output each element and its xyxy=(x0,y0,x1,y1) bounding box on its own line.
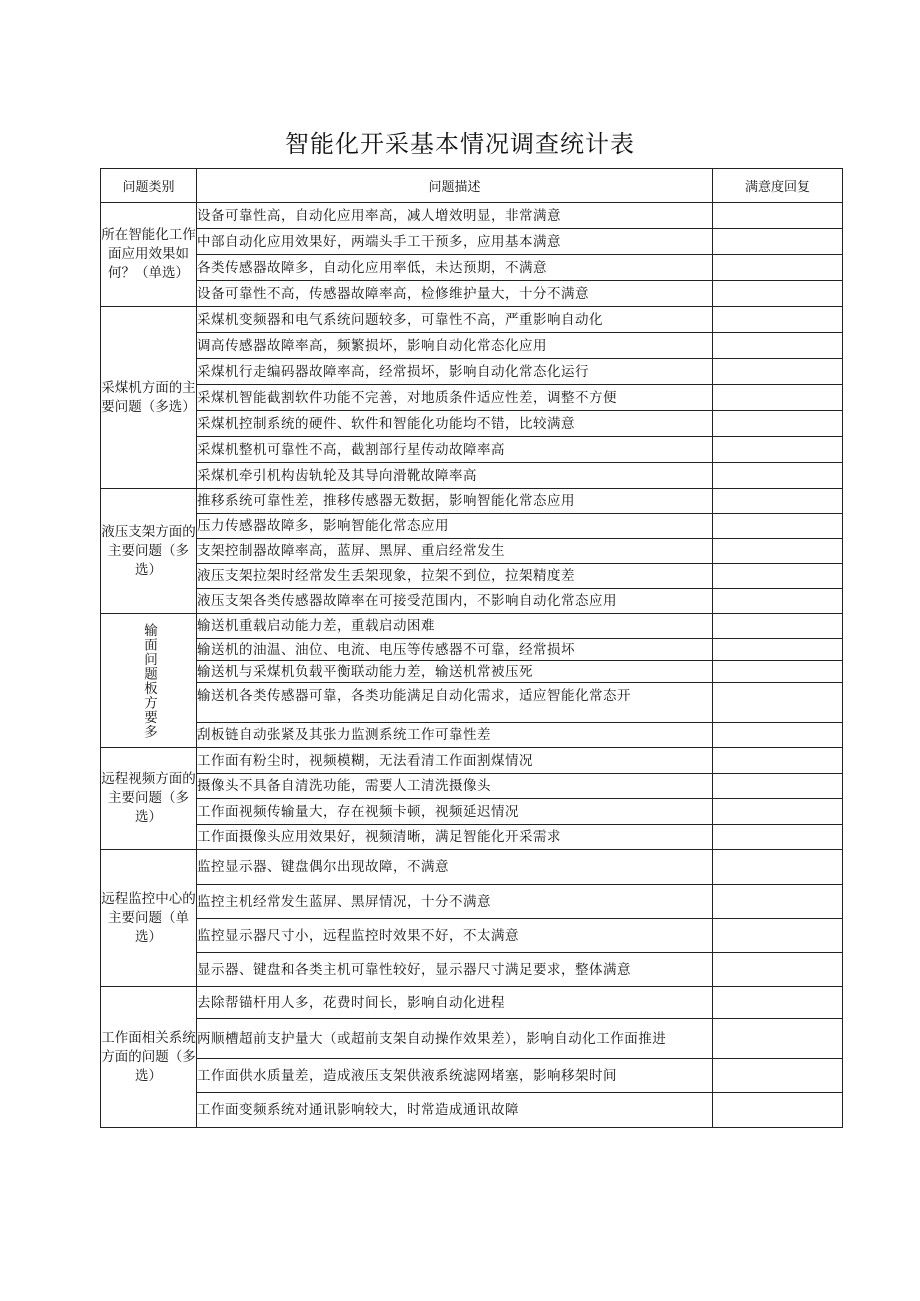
description-cell: 两顺槽超前支护量大（或超前支架自动操作效果差），影响自动化工作面推进 xyxy=(197,1019,713,1059)
description-cell: 各类传感器故障多，自动化应用率低，未达预期，不满意 xyxy=(197,255,713,281)
description-cell: 去除帮锚杆用人多，花费时间长，影响自动化进程 xyxy=(197,987,713,1019)
response-cell[interactable] xyxy=(713,539,843,564)
response-cell[interactable] xyxy=(713,203,843,229)
response-cell[interactable] xyxy=(713,774,843,799)
description-cell: 设备可靠性高，自动化应用率高，减人增效明显，非常满意 xyxy=(197,203,713,229)
category-cell: 工作面相关系统方面的问题（多选） xyxy=(101,987,197,1128)
description-cell: 监控主机经常发生蓝屏、黑屏情况，十分不满意 xyxy=(197,885,713,919)
table-row xyxy=(101,255,843,281)
description-cell: 压力传感器故障多，影响智能化常态应用 xyxy=(197,514,713,539)
response-cell[interactable] xyxy=(713,564,843,589)
response-cell[interactable] xyxy=(713,614,843,639)
table-row xyxy=(101,463,843,489)
response-cell[interactable] xyxy=(713,825,843,850)
table-row xyxy=(101,333,843,359)
description-cell: 采煤机智能截割软件功能不完善，对地质条件适应性差，调整不方便 xyxy=(197,385,713,411)
description-cell: 输送机的油温、油位、电流、电压等传感器不可靠，经常损坏 xyxy=(197,639,713,661)
table-row xyxy=(101,229,843,255)
response-cell[interactable] xyxy=(713,333,843,359)
description-cell: 工作面变频系统对通讯影响较大，时常造成通讯故障 xyxy=(197,1093,713,1128)
description-cell: 工作面摄像头应用效果好，视频清晰，满足智能化开采需求 xyxy=(197,825,713,850)
response-cell[interactable] xyxy=(713,987,843,1019)
survey-table xyxy=(100,168,843,1128)
table-row xyxy=(101,514,843,539)
table-header-row xyxy=(101,169,843,203)
response-cell[interactable] xyxy=(713,661,843,683)
table-row xyxy=(101,683,843,723)
category-cell: 远程监控中心的主要问题（单选） xyxy=(101,850,197,987)
response-cell[interactable] xyxy=(713,411,843,437)
table-row xyxy=(101,307,843,333)
table-row xyxy=(101,825,843,850)
table-row xyxy=(101,385,843,411)
description-cell: 调高传感器故障率高，频繁损坏，影响自动化常态化应用 xyxy=(197,333,713,359)
table-row xyxy=(101,411,843,437)
description-cell: 设备可靠性不高，传感器故障率高，检修维护量大，十分不满意 xyxy=(197,281,713,307)
table-row xyxy=(101,539,843,564)
description-cell: 工作面有粉尘时，视频模糊，无法看清工作面割煤情况 xyxy=(197,748,713,774)
table-row xyxy=(101,359,843,385)
category-cell: 液压支架方面的主要问题（多选） xyxy=(101,489,197,614)
response-cell[interactable] xyxy=(713,953,843,987)
table-row xyxy=(101,437,843,463)
table-row xyxy=(101,987,843,1019)
response-cell[interactable] xyxy=(713,639,843,661)
table-row xyxy=(101,919,843,953)
description-cell: 中部自动化应用效果好，两端头手工干预多，应用基本满意 xyxy=(197,229,713,255)
category-cell: 所在智能化工作面应用效果如何？（单选） xyxy=(101,203,197,307)
table-row xyxy=(101,723,843,748)
description-cell: 推移系统可靠性差，推移传感器无数据，影响智能化常态应用 xyxy=(197,489,713,514)
description-cell: 输送机各类传感器可靠，各类功能满足自动化需求，适应智能化常态开 xyxy=(197,683,713,723)
response-cell[interactable] xyxy=(713,307,843,333)
table-row xyxy=(101,953,843,987)
response-cell[interactable] xyxy=(713,514,843,539)
description-cell: 输送机重载启动能力差，重载启动困难 xyxy=(197,614,713,639)
table-row xyxy=(101,614,843,639)
response-cell[interactable] xyxy=(713,1019,843,1059)
header-description: 问题描述 xyxy=(197,169,713,203)
response-cell[interactable] xyxy=(713,229,843,255)
description-cell: 刮板链自动张紧及其张力监测系统工作可靠性差 xyxy=(197,723,713,748)
table-row xyxy=(101,281,843,307)
table-row xyxy=(101,661,843,683)
response-cell[interactable] xyxy=(713,489,843,514)
table-row xyxy=(101,850,843,885)
table-row xyxy=(101,1059,843,1093)
description-cell: 液压支架拉架时经常发生丢架现象，拉架不到位，拉架精度差 xyxy=(197,564,713,589)
table-row xyxy=(101,639,843,661)
description-cell: 支架控制器故障率高，蓝屏、黑屏、重启经常发生 xyxy=(197,539,713,564)
response-cell[interactable] xyxy=(713,1059,843,1093)
header-category: 问题类别 xyxy=(101,169,197,203)
category-cell: 输面问题板方要多 xyxy=(101,614,197,748)
response-cell[interactable] xyxy=(713,799,843,825)
response-cell[interactable] xyxy=(713,850,843,885)
response-cell[interactable] xyxy=(713,463,843,489)
table-row xyxy=(101,589,843,614)
response-cell[interactable] xyxy=(713,1093,843,1128)
response-cell[interactable] xyxy=(713,723,843,748)
category-cell: 远程视频方面的主要问题（多选） xyxy=(101,748,197,850)
response-cell[interactable] xyxy=(713,255,843,281)
description-cell: 液压支架各类传感器故障率在可接受范围内，不影响自动化常态应用 xyxy=(197,589,713,614)
response-cell[interactable] xyxy=(713,385,843,411)
table-row xyxy=(101,489,843,514)
response-cell[interactable] xyxy=(713,683,843,723)
table-row xyxy=(101,564,843,589)
response-cell[interactable] xyxy=(713,437,843,463)
response-cell[interactable] xyxy=(713,919,843,953)
page-title: 智能化开采基本情况调查统计表 xyxy=(285,130,635,158)
header-response: 满意度回复 xyxy=(713,169,843,203)
description-cell: 摄像头不具备自清洗功能，需要人工清洗摄像头 xyxy=(197,774,713,799)
description-cell: 工作面供水质量差，造成液压支架供液系统滤网堵塞，影响移架时间 xyxy=(197,1059,713,1093)
response-cell[interactable] xyxy=(713,748,843,774)
response-cell[interactable] xyxy=(713,589,843,614)
description-cell: 监控显示器尺寸小，远程监控时效果不好，不太满意 xyxy=(197,919,713,953)
description-cell: 采煤机牵引机构齿轨轮及其导向滑靴故障率高 xyxy=(197,463,713,489)
table-row xyxy=(101,885,843,919)
description-cell: 工作面视频传输量大，存在视频卡顿，视频延迟情况 xyxy=(197,799,713,825)
response-cell[interactable] xyxy=(713,359,843,385)
table-row xyxy=(101,1093,843,1128)
description-cell: 采煤机变频器和电气系统问题较多，可靠性不高，严重影响自动化 xyxy=(197,307,713,333)
response-cell[interactable] xyxy=(713,885,843,919)
table-row xyxy=(101,1019,843,1059)
table-row xyxy=(101,774,843,799)
description-cell: 采煤机行走编码器故障率高，经常损坏，影响自动化常态化运行 xyxy=(197,359,713,385)
description-cell: 采煤机控制系统的硬件、软件和智能化功能均不错，比较满意 xyxy=(197,411,713,437)
description-cell: 显示器、键盘和各类主机可靠性较好，显示器尺寸满足要求，整体满意 xyxy=(197,953,713,987)
table-row xyxy=(101,203,843,229)
category-cell: 采煤机方面的主要问题（多选） xyxy=(101,307,197,489)
table-row xyxy=(101,748,843,774)
response-cell[interactable] xyxy=(713,281,843,307)
description-cell: 输送机与采煤机负载平衡联动能力差，输送机常被压死 xyxy=(197,661,713,683)
table-row xyxy=(101,799,843,825)
description-cell: 采煤机整机可靠性不高，截割部行星传动故障率高 xyxy=(197,437,713,463)
description-cell: 监控显示器、键盘偶尔出现故障，不满意 xyxy=(197,850,713,885)
